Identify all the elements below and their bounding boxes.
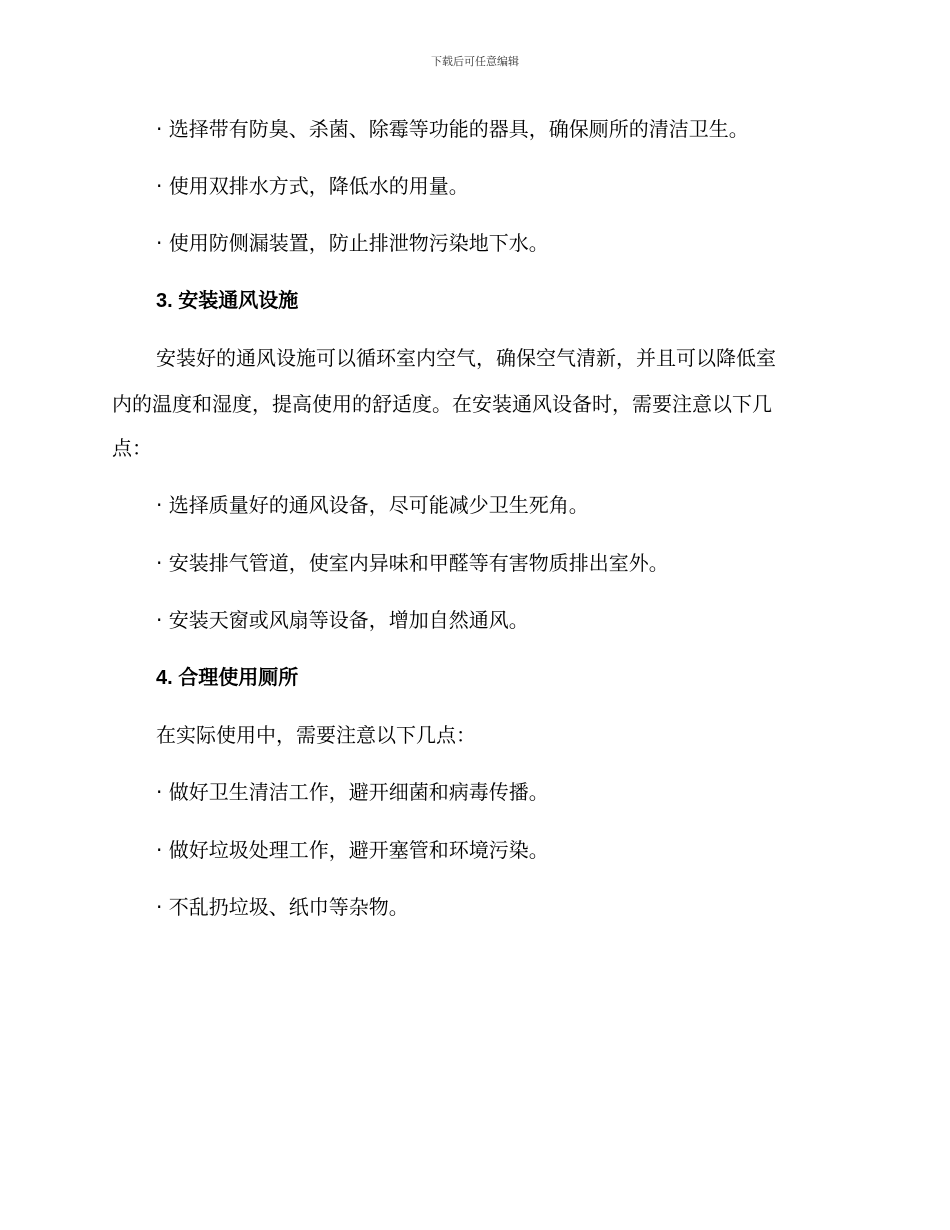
paragraph-line: 点： — [112, 436, 152, 460]
section-heading: 4. 合理使用厕所 — [156, 667, 299, 689]
paragraph-line: 在实际使用中，需要注意以下几点： — [156, 723, 476, 747]
list-item: · 不乱扔垃圾、纸巾等杂物。 — [156, 895, 409, 919]
list-item: · 选择质量好的通风设备，尽可能减少卫生死角。 — [156, 493, 589, 517]
page-header: 下载后可任意编辑 — [431, 55, 519, 68]
section-heading: 3. 安装通风设施 — [156, 290, 299, 312]
list-item: · 使用防侧漏装置，防止排泄物污染地下水。 — [156, 231, 549, 255]
paragraph-line: 内的温度和湿度，提高使用的舒适度。在安装通风设备时，需要注意以下几 — [112, 392, 772, 416]
list-item: · 选择带有防臭、杀菌、除霉等功能的器具，确保厕所的清洁卫生。 — [156, 117, 749, 141]
list-item: · 做好卫生清洁工作，避开细菌和病毒传播。 — [156, 780, 549, 804]
paragraph-line: 安装好的通风设施可以循环室内空气，确保空气清新，并且可以降低室 — [156, 346, 776, 370]
list-item: · 做好垃圾处理工作，避开塞管和环境污染。 — [156, 838, 549, 862]
list-item: · 安装排气管道，使室内异味和甲醛等有害物质排出室外。 — [156, 551, 669, 575]
list-item: · 使用双排水方式，降低水的用量。 — [156, 174, 469, 198]
list-item: · 安装天窗或风扇等设备，增加自然通风。 — [156, 608, 529, 632]
